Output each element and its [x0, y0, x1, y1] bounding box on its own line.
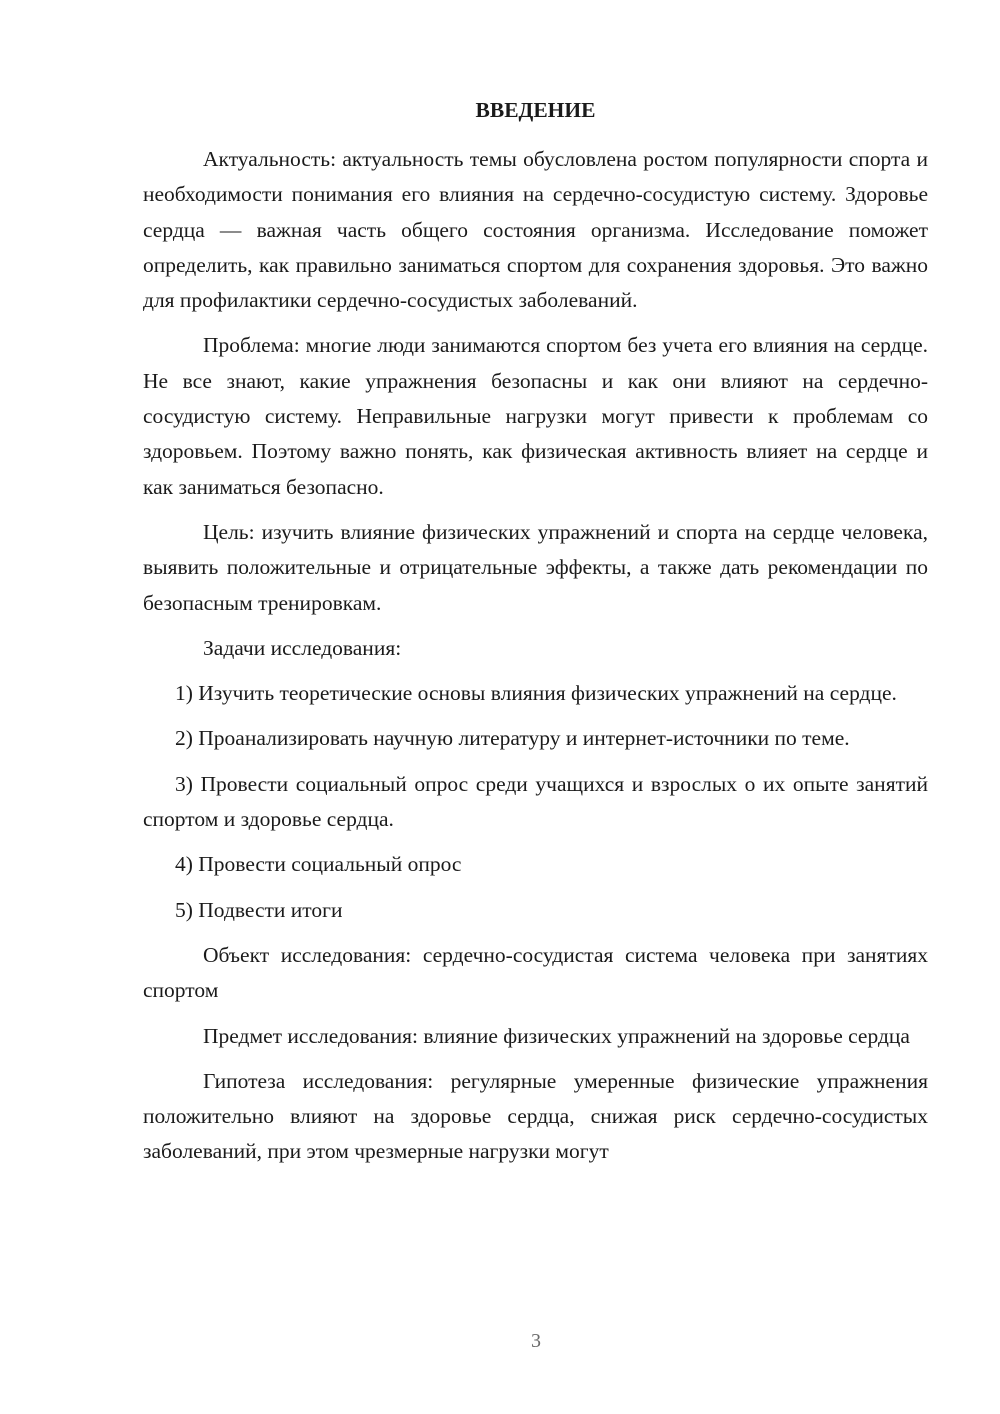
- paragraph-subject: Предмет исследования: влияние физических упражнений на здоровье сердца: [203, 1023, 910, 1048]
- paragraph-goal: Цель: изучить влияние физических упражнений и спорта на сердце человека, выявить положительные и отрицательные эффекты, а также дать рекомендации по безопасным тренировкам.: [143, 519, 928, 615]
- paragraph-hypothesis: Гипотеза исследования: регулярные умеренные физические упражнения положительно влияют на здоровье сердца, снижая риск сердечно-сосудистых заболеваний, при этом чрезмерные нагрузки могут: [143, 1068, 928, 1164]
- paragraph-problem: Проблема: многие люди занимаются спортом без учета его влияния на сердце. Не все знают, какие упражнения безопасны и как они влияют на сердечно-сосудистую систему. Неправильные нагрузки могут привести к проблемам со здоровьем. Поэтому важно понять, как физическая активность влияет на сердце и как заниматься безопасно.: [143, 333, 928, 499]
- list-item: 2) Проанализировать научную литературу и интернет-источники по теме.: [175, 726, 850, 751]
- list-item: 1) Изучить теоретические основы влияния физических упражнений на сердце.: [175, 681, 897, 706]
- paragraph-relevance: Актуальность: актуальность темы обусловлена ростом популярности спорта и необходимости понимания его влияния на сердечно-сосудистую систему. Здоровье сердца — важная часть общего состояния организма. Исследование поможет определить, как правильно заниматься спортом для сохранения здоровья. Это важно для профилактики сердечно-сосудистых заболеваний.: [143, 147, 928, 313]
- paragraph-tasks-heading: Задачи исследования:: [203, 635, 402, 660]
- page-number: 3: [531, 1330, 541, 1352]
- document-body: [143, 93, 928, 1180]
- paragraph-object: Объект исследования: сердечно-сосудистая система человека при занятиях спортом: [143, 942, 928, 1003]
- list-item: 4) Провести социальный опрос: [175, 852, 462, 877]
- page-title: ВВЕДЕНИЕ: [475, 98, 596, 122]
- list-item: 5) Подвести итоги: [175, 897, 343, 922]
- list-item: 3) Провести социальный опрос среди учащихся и взрослых о их опыте занятий спортом и здоровье сердца.: [143, 771, 928, 832]
